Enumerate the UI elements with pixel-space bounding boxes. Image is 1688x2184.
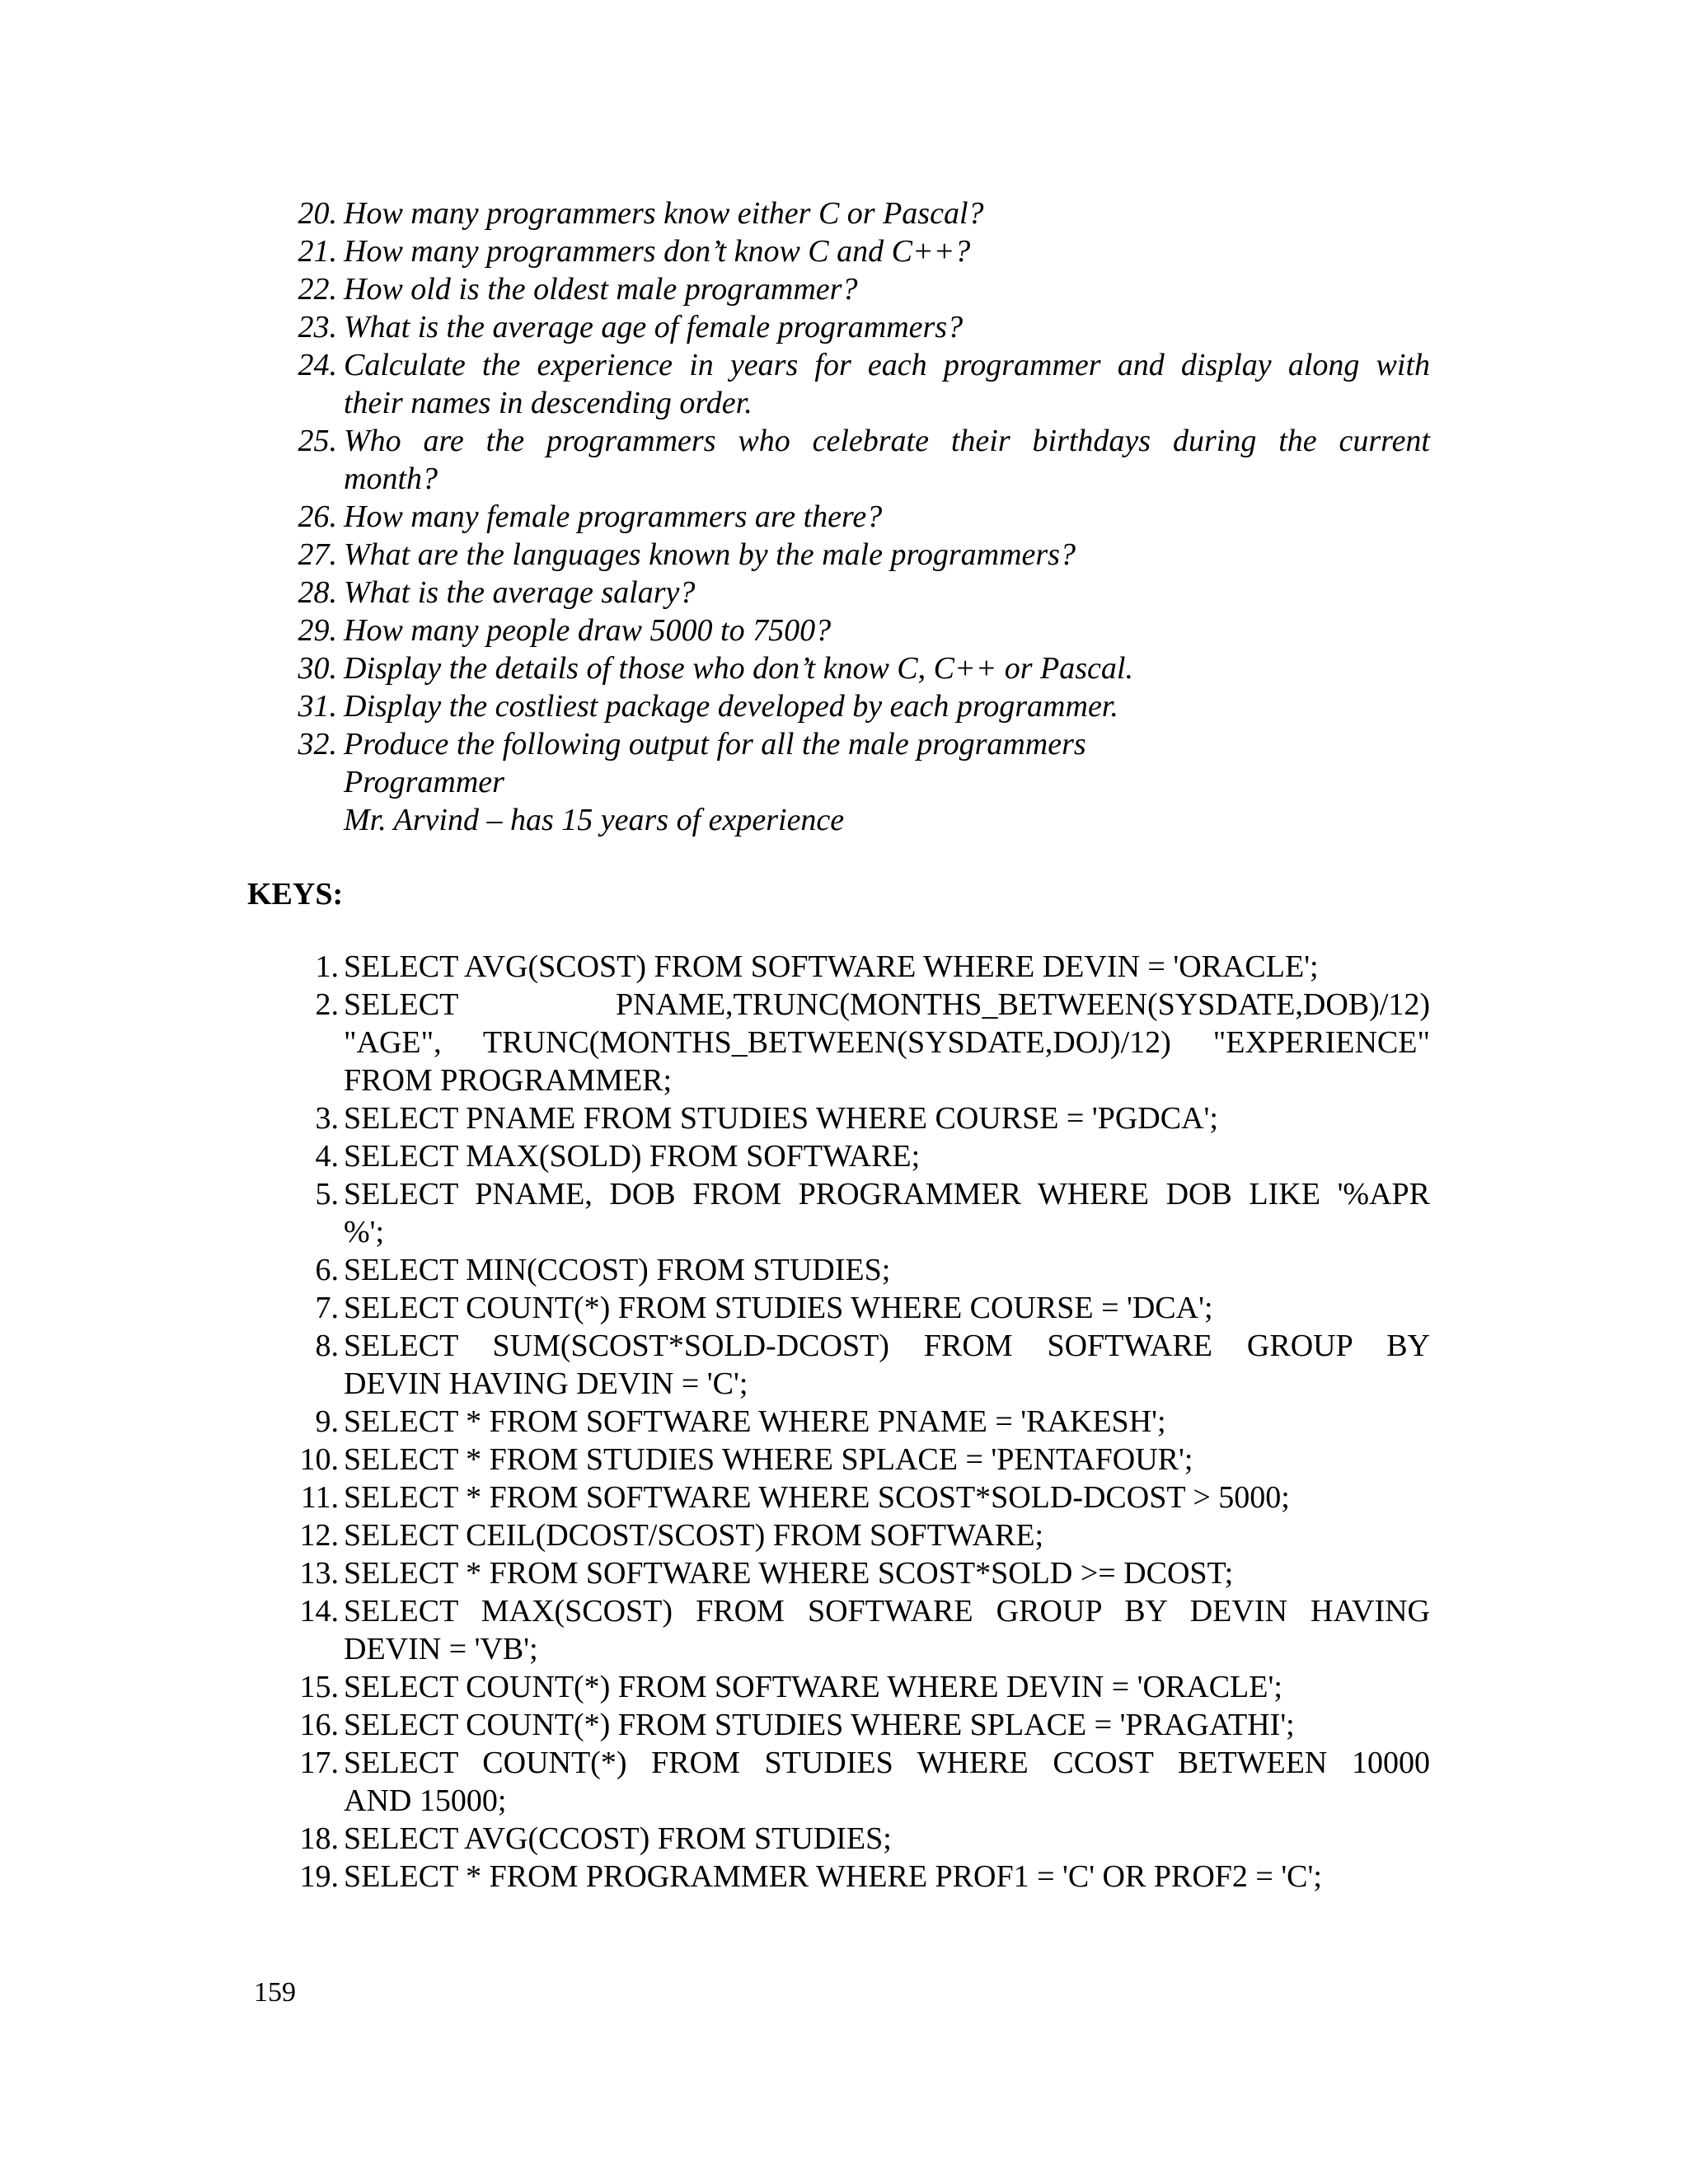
question-number: 26. — [298, 499, 337, 534]
key-number: 16. — [299, 1708, 339, 1742]
question-item — [293, 270, 1430, 308]
question-item — [293, 687, 1430, 725]
key-item — [293, 1668, 1430, 1706]
question-number: 21. — [298, 234, 337, 269]
key-query: SELECT PNAME FROM STUDIES WHERE COURSE = 'PGDCA'; — [344, 1101, 1218, 1136]
key-item — [293, 1327, 1430, 1403]
key-query: SELECT * FROM PROGRAMMER WHERE PROF1 = 'C' OR PROF2 = 'C'; — [344, 1859, 1322, 1894]
key-item — [293, 1251, 1430, 1289]
key-item — [293, 1744, 1430, 1820]
key-query-continued: %'; — [344, 1215, 385, 1249]
key-number: 3. — [315, 1101, 339, 1136]
key-query: SELECT CEIL(DCOST/SCOST) FROM SOFTWARE; — [344, 1518, 1044, 1553]
question-number: 29. — [298, 613, 337, 648]
key-number: 17. — [299, 1746, 339, 1780]
key-item — [293, 948, 1430, 986]
key-item — [293, 1516, 1430, 1554]
key-number: 9. — [315, 1404, 339, 1439]
question-text: How many programmers don’t know C and C++? — [344, 234, 971, 269]
key-query: SELECT AVG(CCOST) FROM STUDIES; — [344, 1821, 892, 1856]
question-text: Display the costliest package developed by each programmer. — [344, 689, 1118, 724]
page-number: 159 — [254, 1977, 296, 2008]
key-query: SELECT * FROM STUDIES WHERE SPLACE = 'PENTAFOUR'; — [344, 1442, 1193, 1477]
question-number: 31. — [298, 689, 337, 724]
keys-heading: KEYS: — [247, 877, 344, 912]
key-query: SELECT MAX(SOLD) FROM SOFTWARE; — [344, 1139, 921, 1174]
key-number: 4. — [315, 1139, 339, 1174]
question-text: Calculate the experience in years for each programmer and display along with — [344, 348, 1430, 382]
question-number: 23. — [298, 310, 337, 344]
key-query: SELECT * FROM SOFTWARE WHERE SCOST*SOLD >= DCOST; — [344, 1556, 1234, 1591]
question-text: What are the languages known by the male programmers? — [344, 537, 1076, 572]
question-item — [293, 612, 1430, 649]
key-number: 10. — [299, 1442, 339, 1477]
key-item — [293, 1706, 1430, 1744]
key-query-continued: FROM PROGRAMMER; — [344, 1063, 673, 1098]
question-text: How many programmers know either C or Pascal? — [344, 196, 984, 231]
key-item — [293, 1441, 1430, 1479]
key-number: 13. — [299, 1556, 339, 1591]
key-item — [293, 1099, 1430, 1137]
key-item — [293, 1820, 1430, 1858]
key-number: 14. — [299, 1594, 339, 1629]
question-text-continued: Programmer — [344, 765, 504, 799]
key-number: 8. — [315, 1329, 339, 1363]
question-item — [293, 498, 1430, 536]
key-item — [293, 1175, 1430, 1251]
key-item — [293, 1289, 1430, 1327]
question-text: Who are the programmers who celebrate their birthdays during the current — [344, 424, 1430, 458]
question-text: How many people draw 5000 to 7500? — [344, 613, 832, 648]
key-number: 11. — [300, 1480, 339, 1515]
question-number: 28. — [298, 575, 337, 610]
key-query: SELECT * FROM SOFTWARE WHERE SCOST*SOLD-DCOST > 5000; — [344, 1480, 1290, 1515]
key-query: SELECT MIN(CCOST) FROM STUDIES; — [344, 1253, 891, 1287]
question-item — [293, 194, 1430, 232]
key-item — [293, 986, 1430, 1099]
key-item — [293, 1554, 1430, 1592]
key-query: SELECT * FROM SOFTWARE WHERE PNAME = 'RAKESH'; — [344, 1404, 1166, 1439]
key-number: 12. — [299, 1518, 339, 1553]
question-text: What is the average age of female programmers? — [344, 310, 964, 344]
key-number: 15. — [299, 1670, 339, 1704]
key-query-continued: DEVIN HAVING DEVIN = 'C'; — [344, 1366, 748, 1401]
question-text: How many female programmers are there? — [344, 499, 883, 534]
keys-list — [293, 948, 1430, 1896]
key-query: SELECT COUNT(*) FROM STUDIES WHERE CCOST BETWEEN 10000 — [344, 1746, 1430, 1780]
question-number: 20. — [298, 196, 337, 231]
key-number: 19. — [299, 1859, 339, 1894]
question-number: 30. — [298, 651, 337, 686]
key-number: 1. — [315, 949, 339, 984]
key-item — [293, 1479, 1430, 1516]
question-text: Display the details of those who don’t know C, C++ or Pascal. — [344, 651, 1133, 686]
question-item — [293, 574, 1430, 612]
question-item — [293, 308, 1430, 346]
key-item — [293, 1592, 1430, 1668]
question-item — [293, 346, 1430, 422]
question-number: 32. — [298, 727, 337, 762]
key-query: SELECT AVG(SCOST) FROM SOFTWARE WHERE DEVIN = 'ORACLE'; — [344, 949, 1319, 984]
key-query: SELECT MAX(SCOST) FROM SOFTWARE GROUP BY DEVIN HAVING — [344, 1594, 1430, 1629]
question-text-continued: Mr. Arvind – has 15 years of experience — [344, 803, 845, 837]
key-query: SELECT COUNT(*) FROM SOFTWARE WHERE DEVIN = 'ORACLE'; — [344, 1670, 1282, 1704]
key-number: 7. — [315, 1291, 339, 1325]
key-query-continued: "AGE", TRUNC(MONTHS_BETWEEN(SYSDATE,DOJ)/12) "EXPERIENCE" — [344, 1025, 1430, 1060]
key-number: 5. — [315, 1177, 339, 1212]
question-text-continued: their names in descending order. — [344, 386, 753, 420]
question-number: 25. — [298, 424, 337, 458]
question-list — [293, 194, 1430, 839]
key-item — [293, 1858, 1430, 1896]
question-number: 22. — [298, 272, 337, 307]
key-number: 6. — [315, 1253, 339, 1287]
key-query: SELECT COUNT(*) FROM STUDIES WHERE COURSE = 'DCA'; — [344, 1291, 1213, 1325]
key-query: SELECT PNAME, DOB FROM PROGRAMMER WHERE DOB LIKE '%APR — [344, 1177, 1430, 1212]
key-query: SELECT SUM(SCOST*SOLD-DCOST) FROM SOFTWARE GROUP BY — [344, 1329, 1430, 1363]
key-number: 18. — [299, 1821, 339, 1856]
key-number: 2. — [315, 987, 339, 1022]
key-query: SELECT PNAME,TRUNC(MONTHS_BETWEEN(SYSDATE,DOB)/12) — [344, 987, 1430, 1022]
question-text: How old is the oldest male programmer? — [344, 272, 858, 307]
question-item — [293, 422, 1430, 498]
key-item — [293, 1403, 1430, 1441]
key-query: SELECT COUNT(*) FROM STUDIES WHERE SPLACE = 'PRAGATHI'; — [344, 1708, 1295, 1742]
question-item — [293, 649, 1430, 687]
key-query-continued: DEVIN = 'VB'; — [344, 1632, 538, 1666]
question-number: 24. — [298, 348, 337, 382]
question-item — [293, 536, 1430, 574]
question-text: What is the average salary? — [344, 575, 696, 610]
question-text-continued: month? — [344, 462, 438, 496]
key-item — [293, 1137, 1430, 1175]
key-query-continued: AND 15000; — [344, 1783, 507, 1818]
question-text: Produce the following output for all the male programmers — [344, 727, 1086, 762]
question-item — [293, 232, 1430, 270]
question-item — [293, 725, 1430, 839]
question-number: 27. — [298, 537, 337, 572]
